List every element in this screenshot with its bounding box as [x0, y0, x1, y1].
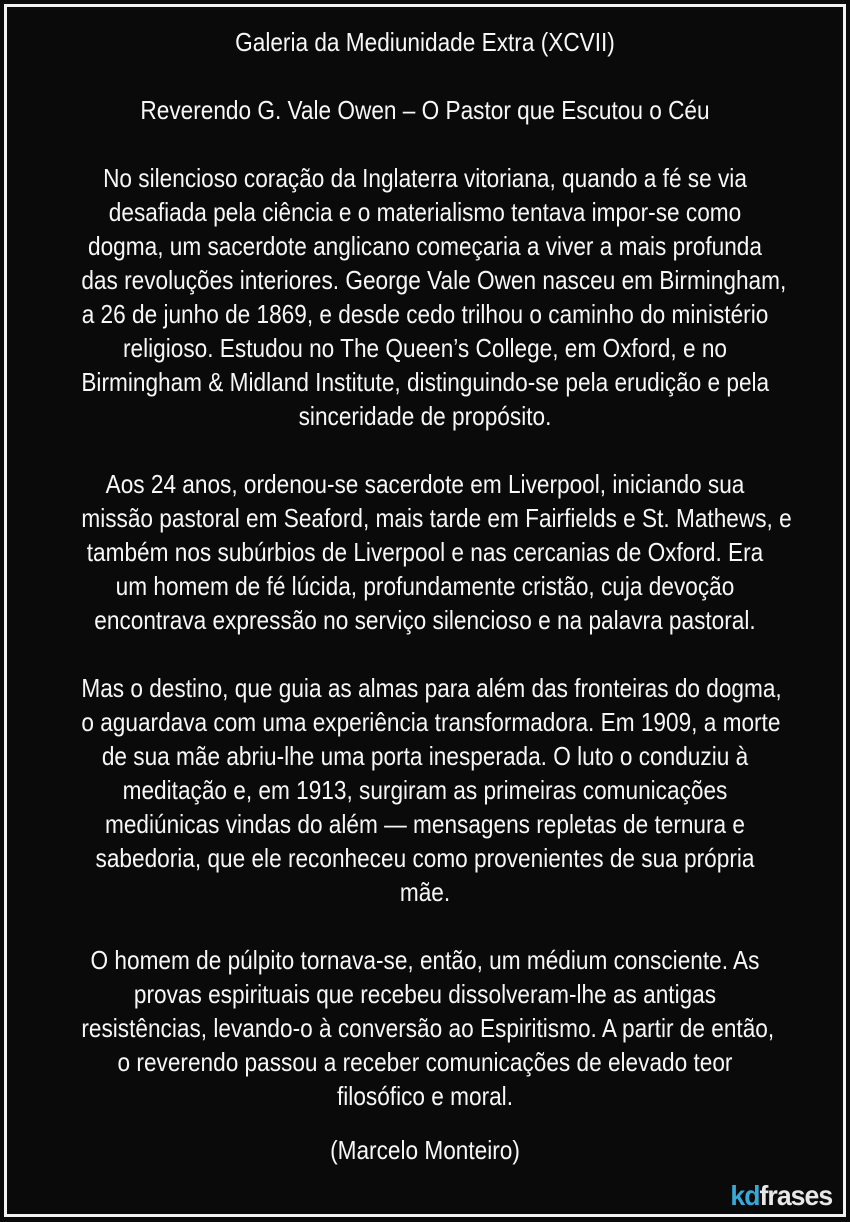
- text-line: provas espirituais que recebeu dissolveram-lhe as antigas: [133, 979, 717, 1009]
- text-line: o aguardava com uma experiência transformadora. Em 1909, a morte: [81, 707, 781, 737]
- text-line: mediúnicas vindas do além — mensagens repletas de ternura e: [104, 809, 745, 839]
- text-line: Aos 24 anos, ordenou-se sacerdote em Liverpool, iniciando sua: [105, 469, 745, 499]
- attribution: (Marcelo Monteiro): [330, 1135, 520, 1165]
- text-line: O homem de púlpito tornava-se, então, um médium consciente. As: [90, 945, 760, 975]
- text-line: encontrava expressão no serviço silencioso e na palavra pastoral.: [94, 605, 756, 635]
- text-line: mãe.: [399, 877, 451, 907]
- text-line: um homem de fé lúcida, profundamente cristão, cuja devoção: [115, 571, 735, 601]
- logo-kd: kd: [730, 1180, 760, 1211]
- text-line: de sua mãe abriu-lhe uma porta inesperada. O luto o conduziu à: [101, 741, 749, 771]
- text-line: sabedoria, que ele reconheceu como provenientes de sua própria: [95, 843, 755, 873]
- quote-content: [30, 25, 820, 1167]
- text-line: desafiada pela ciência e o materialismo tentava impor-se como: [108, 197, 742, 227]
- text-line: sinceridade de propósito.: [298, 401, 552, 431]
- kdfrases-logo: [730, 1182, 832, 1210]
- text-line: Mas o destino, que guia as almas para além das fronteiras do dogma,: [81, 673, 782, 703]
- paragraph: [30, 467, 820, 637]
- logo-frases: frases: [759, 1180, 832, 1211]
- quote-paragraphs: [30, 161, 820, 1113]
- text-line: o reverendo passou a receber comunicações de elevado teor: [117, 1047, 733, 1077]
- text-line: missão pastoral em Seaford, mais tarde em Fairfields e St. Mathews, e: [81, 503, 792, 533]
- text-line: meditação e, em 1913, surgiram as primeiras comunicações: [122, 775, 728, 805]
- paragraph: [30, 671, 820, 909]
- quote-subtitle: Reverendo G. Vale Owen – O Pastor que Escutou o Céu: [140, 95, 710, 125]
- text-line: Birmingham & Midland Institute, distinguindo-se pela erudição e pela: [81, 367, 770, 397]
- text-line: religioso. Estudou no The Queen’s College, em Oxford, e no: [123, 333, 727, 363]
- text-line: filosófico e moral.: [336, 1081, 514, 1111]
- gallery-title: Galeria da Mediunidade Extra (XCVII): [235, 27, 615, 57]
- text-line: dogma, um sacerdote anglicano começaria a viver a mais profunda: [88, 231, 762, 261]
- text-line: das revoluções interiores. George Vale Owen nasceu em Birmingham,: [81, 265, 787, 295]
- text-line: resistências, levando-o à conversão ao Espiritismo. A partir de então,: [81, 1013, 775, 1043]
- text-line: também nos subúrbios de Liverpool e nas cercanias de Oxford. Era: [86, 537, 764, 567]
- paragraph: [30, 161, 820, 433]
- text-line: No silencioso coração da Inglaterra vitoriana, quando a fé se via: [103, 163, 747, 193]
- text-line: a 26 de junho de 1869, e desde cedo trilhou o caminho do ministério: [81, 299, 769, 329]
- paragraph: [30, 943, 820, 1113]
